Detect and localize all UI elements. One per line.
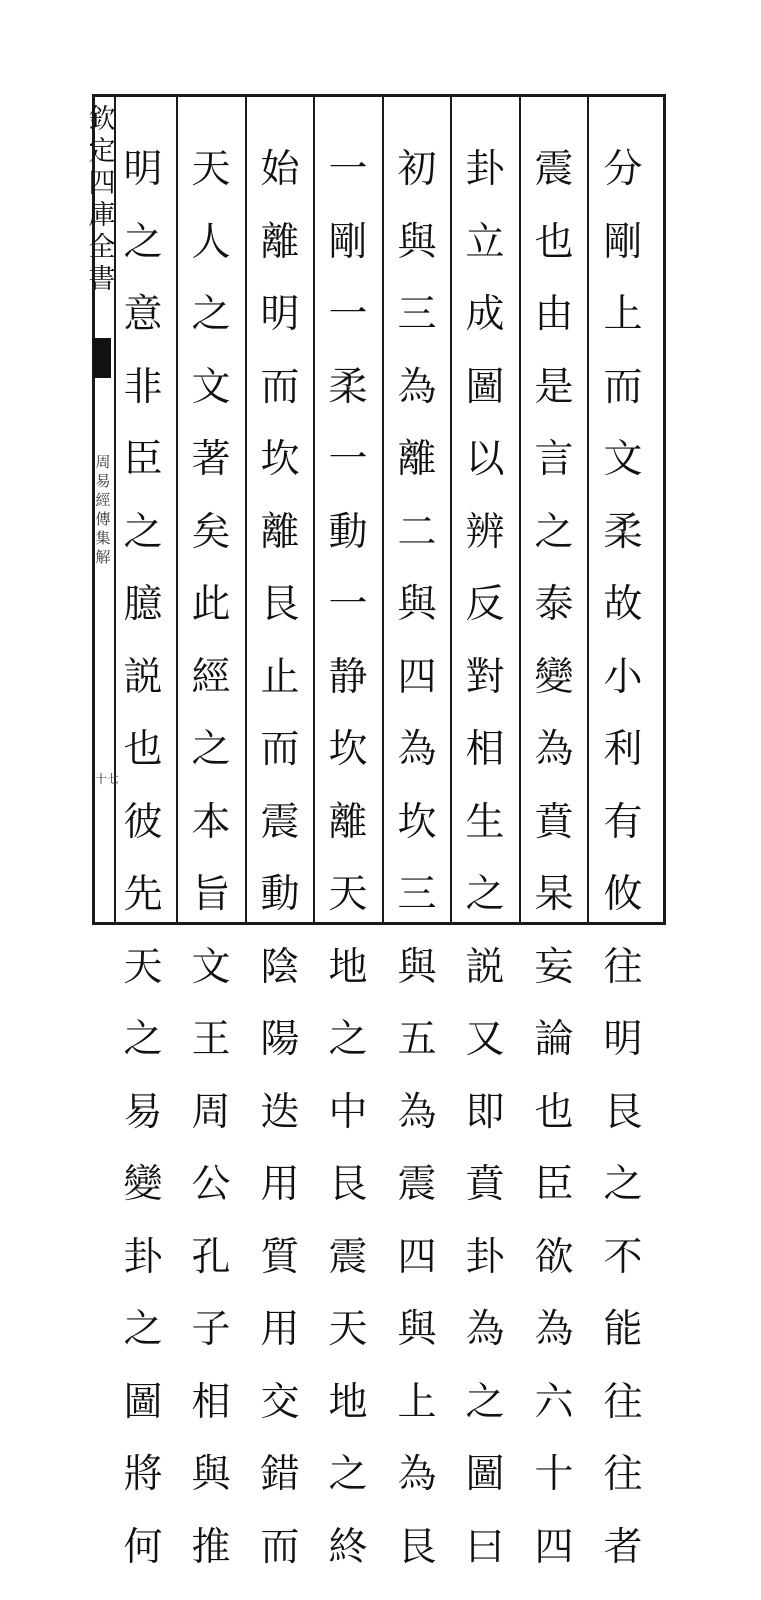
glyph: 初 [397, 150, 436, 223]
glyph: 庫 [89, 202, 116, 234]
glyph: 卦 [465, 150, 504, 223]
text-column-7 [181, 150, 241, 1600]
glyph: 此 [191, 585, 230, 658]
glyph: 震 [397, 1165, 436, 1238]
text-column-2 [524, 150, 584, 1600]
glyph: 王 [191, 1020, 230, 1093]
glyph: 而 [260, 368, 299, 441]
glyph: 艮 [260, 585, 299, 658]
glyph: 一 [328, 585, 367, 658]
glyph: 上 [397, 1383, 436, 1456]
glyph: 人 [191, 223, 230, 296]
glyph: 相 [191, 1383, 230, 1456]
glyph: 旨 [191, 875, 230, 948]
glyph: 天 [328, 875, 367, 948]
glyph: 之 [328, 1455, 367, 1528]
glyph: 臣 [534, 1165, 573, 1238]
glyph: 説 [123, 658, 162, 731]
glyph: 不 [603, 1238, 642, 1311]
glyph: 質 [260, 1238, 299, 1311]
glyph: 之 [328, 1020, 367, 1093]
glyph: 之 [123, 1020, 162, 1093]
column-rule [313, 94, 315, 925]
glyph: 欽 [89, 106, 116, 138]
glyph: 圖 [465, 368, 504, 441]
glyph: 臣 [123, 440, 162, 513]
glyph: 之 [465, 1383, 504, 1456]
column-rule [382, 94, 384, 925]
glyph: 往 [603, 1383, 642, 1456]
column-rule [450, 94, 452, 925]
glyph: 經 [191, 658, 230, 731]
glyph: 圖 [465, 1455, 504, 1528]
glyph: 立 [465, 223, 504, 296]
collection-title [88, 106, 116, 298]
glyph: 震 [328, 1238, 367, 1311]
glyph: 先 [123, 875, 162, 948]
glyph: 震 [534, 150, 573, 223]
glyph: 也 [123, 730, 162, 803]
glyph: 意 [123, 295, 162, 368]
glyph: 離 [260, 513, 299, 586]
glyph: 本 [191, 803, 230, 876]
glyph: 四 [397, 1238, 436, 1311]
glyph: 故 [603, 585, 642, 658]
glyph: 經 [95, 493, 110, 512]
glyph: 生 [465, 803, 504, 876]
glyph: 賁 [534, 803, 573, 876]
glyph: 動 [260, 875, 299, 948]
glyph: 六 [534, 1383, 573, 1456]
glyph: 一 [328, 150, 367, 223]
column-rule [245, 94, 247, 925]
glyph: 剛 [328, 223, 367, 296]
glyph: 文 [191, 948, 230, 1021]
glyph: 四 [89, 170, 116, 202]
glyph: 説 [465, 948, 504, 1021]
glyph: 解 [95, 550, 110, 569]
glyph: 十 [534, 1455, 573, 1528]
glyph: 離 [397, 440, 436, 513]
glyph: 明 [260, 295, 299, 368]
glyph: 欲 [534, 1238, 573, 1311]
glyph: 震 [260, 803, 299, 876]
glyph: 成 [465, 295, 504, 368]
glyph: 與 [397, 948, 436, 1021]
text-column-1 [593, 150, 653, 1600]
frame-top-rule [92, 94, 666, 97]
glyph: 非 [123, 368, 162, 441]
glyph: 也 [534, 1093, 573, 1166]
glyph: 之 [534, 513, 573, 586]
glyph: 全 [89, 234, 116, 266]
glyph: 分 [603, 150, 642, 223]
glyph: 用 [260, 1310, 299, 1383]
glyph: 艮 [397, 1528, 436, 1600]
glyph: 天 [123, 948, 162, 1021]
glyph: 妄 [534, 948, 573, 1021]
glyph: 止 [260, 658, 299, 731]
glyph: 推 [191, 1528, 230, 1600]
glyph: 坎 [260, 440, 299, 513]
glyph: 泰 [534, 585, 573, 658]
glyph: 何 [123, 1528, 162, 1600]
glyph: 有 [603, 803, 642, 876]
glyph: 者 [603, 1528, 642, 1600]
fishtail-mark [93, 338, 111, 378]
glyph: 之 [123, 223, 162, 296]
glyph: 往 [603, 1455, 642, 1528]
glyph: 文 [603, 440, 642, 513]
glyph: 集 [95, 531, 110, 550]
glyph: 能 [603, 1310, 642, 1383]
glyph: 剛 [603, 223, 642, 296]
glyph: 一 [328, 295, 367, 368]
glyph: 三 [397, 295, 436, 368]
glyph: 之 [465, 875, 504, 948]
glyph: 五 [397, 1020, 436, 1093]
glyph: 天 [191, 150, 230, 223]
glyph: 終 [328, 1528, 367, 1600]
glyph: 用 [260, 1165, 299, 1238]
glyph: 言 [534, 440, 573, 513]
glyph: 對 [465, 658, 504, 731]
glyph: 地 [328, 1383, 367, 1456]
glyph: 傳 [95, 512, 110, 531]
glyph: 動 [328, 513, 367, 586]
glyph: 一 [328, 440, 367, 513]
glyph: 中 [328, 1093, 367, 1166]
column-rule [519, 94, 521, 925]
column-rule [176, 94, 178, 925]
glyph: 矣 [191, 513, 230, 586]
glyph: 為 [534, 1310, 573, 1383]
glyph: 與 [397, 1310, 436, 1383]
text-column-6 [250, 150, 310, 1600]
glyph: 四 [534, 1528, 573, 1600]
glyph: 周 [191, 1093, 230, 1166]
glyph: 三 [397, 875, 436, 948]
glyph: 而 [260, 730, 299, 803]
glyph: 天 [328, 1310, 367, 1383]
glyph: 臆 [123, 585, 162, 658]
glyph: 文 [191, 368, 230, 441]
glyph: 利 [603, 730, 642, 803]
glyph: 之 [191, 295, 230, 368]
glyph: 之 [123, 513, 162, 586]
glyph: 圖 [123, 1383, 162, 1456]
glyph: 變 [534, 658, 573, 731]
column-rule [587, 94, 589, 925]
glyph: 又 [465, 1020, 504, 1093]
glyph: 艮 [328, 1165, 367, 1238]
glyph: 即 [465, 1093, 504, 1166]
glyph: 始 [260, 150, 299, 223]
glyph: 孔 [191, 1238, 230, 1311]
glyph: 為 [397, 368, 436, 441]
book-title [92, 455, 114, 569]
glyph: 二 [397, 513, 436, 586]
glyph: 易 [123, 1093, 162, 1166]
glyph: 四 [397, 658, 436, 731]
glyph: 之 [191, 730, 230, 803]
glyph: 而 [603, 368, 642, 441]
glyph: 柔 [603, 513, 642, 586]
glyph: 為 [534, 730, 573, 803]
glyph: 論 [534, 1020, 573, 1093]
glyph: 由 [534, 295, 573, 368]
glyph: 書 [89, 266, 116, 298]
glyph: 陽 [260, 1020, 299, 1093]
glyph: 明 [603, 1020, 642, 1093]
glyph: 將 [123, 1455, 162, 1528]
glyph: 坎 [328, 730, 367, 803]
glyph: 静 [328, 658, 367, 731]
glyph: 卦 [465, 1238, 504, 1311]
text-column-3 [455, 150, 515, 1600]
glyph: 周 [95, 455, 110, 474]
glyph: 艮 [603, 1093, 642, 1166]
glyph: 交 [260, 1383, 299, 1456]
glyph: 彼 [123, 803, 162, 876]
frame-right-rule [663, 94, 666, 925]
glyph: 辨 [465, 513, 504, 586]
glyph: 上 [603, 295, 642, 368]
glyph: 與 [397, 585, 436, 658]
glyph: 相 [465, 730, 504, 803]
glyph: 著 [191, 440, 230, 513]
text-column-8 [113, 150, 173, 1600]
glyph: 反 [465, 585, 504, 658]
glyph: 離 [260, 223, 299, 296]
glyph: 曰 [465, 1528, 504, 1600]
glyph: 柔 [328, 368, 367, 441]
glyph: 為 [397, 730, 436, 803]
glyph: 之 [603, 1165, 642, 1238]
glyph: 往 [603, 948, 642, 1021]
glyph: 明 [123, 150, 162, 223]
glyph: 迭 [260, 1093, 299, 1166]
glyph: 賁 [465, 1165, 504, 1238]
glyph: 地 [328, 948, 367, 1021]
glyph: 卦 [123, 1238, 162, 1311]
glyph: 易 [95, 474, 110, 493]
glyph: 變 [123, 1165, 162, 1238]
glyph: 錯 [260, 1455, 299, 1528]
glyph: 之 [123, 1310, 162, 1383]
folio-number: 十七 [95, 770, 119, 787]
glyph: 而 [260, 1528, 299, 1600]
glyph: 子 [191, 1310, 230, 1383]
glyph: 與 [397, 223, 436, 296]
glyph: 定 [89, 138, 116, 170]
text-column-5 [318, 150, 378, 1600]
glyph: 是 [534, 368, 573, 441]
glyph: 為 [465, 1310, 504, 1383]
glyph: 與 [191, 1455, 230, 1528]
glyph: 攸 [603, 875, 642, 948]
glyph: 坎 [397, 803, 436, 876]
glyph: 以 [465, 440, 504, 513]
glyph: 小 [603, 658, 642, 731]
glyph: 也 [534, 223, 573, 296]
text-column-4 [387, 150, 447, 1600]
glyph: 為 [397, 1093, 436, 1166]
glyph: 杲 [534, 875, 573, 948]
glyph: 離 [328, 803, 367, 876]
glyph: 公 [191, 1165, 230, 1238]
glyph: 為 [397, 1455, 436, 1528]
glyph: 陰 [260, 948, 299, 1021]
